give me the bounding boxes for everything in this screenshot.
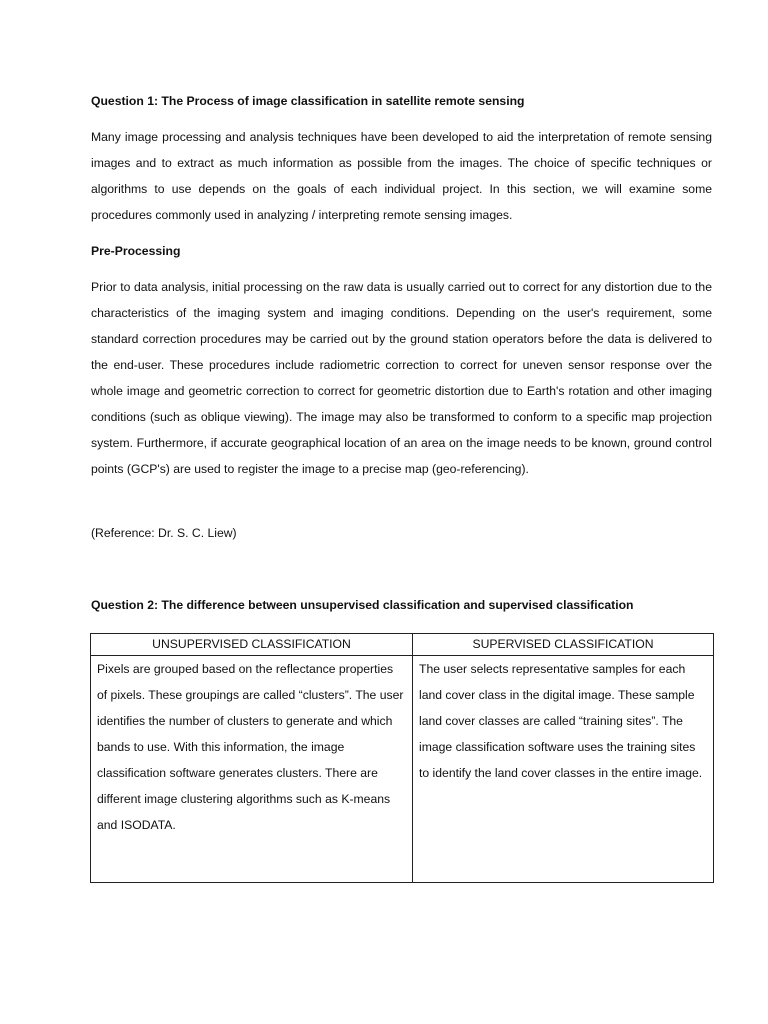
table-header-row [91, 634, 714, 656]
reference-note: (Reference: Dr. S. C. Liew) [91, 526, 237, 540]
intro-paragraph: Many image processing and analysis techniques have been developed to aid the interpretation of remote sensing images and to extract as much information as possible from the images. The choice of specific techniques or algorithms to use depends on the goals of each individual project. In this section, we will examine some procedures commonly used in analyzing / interpreting remote sensing images. [91, 130, 712, 222]
pre-processing-paragraph: Prior to data analysis, initial processing on the raw data is usually carried out to correct for any distortion due to the characteristics of the imaging system and imaging conditions. Depending on the user's requirement, some standard correction procedures may be carried out by the ground station operators before the data is delivered to the end-user. These procedures include radiometric correction to correct for uneven sensor response over the whole image and geometric correction to correct for geometric distortion due to Earth's rotation and other imaging conditions (such as oblique viewing). The image may also be transformed to conform to a specific map projection system. Furthermore, if accurate geographical location of an area on the image needs to be known, ground control points (GCP's) are used to register the image to a precise map (geo-referencing). [91, 280, 712, 476]
supervised-header: SUPERVISED CLASSIFICATION [413, 634, 714, 656]
pre-processing-heading: Pre-Processing [91, 244, 181, 258]
classification-comparison-table [90, 633, 714, 883]
question-1-title: Question 1: The Process of image classification in satellite remote sensing [91, 94, 525, 108]
table-row [91, 656, 714, 883]
unsupervised-header: UNSUPERVISED CLASSIFICATION [91, 634, 413, 656]
supervised-description: The user selects representative samples for each land cover class in the digital image. These sample land cover classes are called “training sites”. The image classification software uses the training sites to identify the land cover classes in the entire image. [413, 656, 714, 883]
question-2-title: Question 2: The difference between unsupervised classification and supervised classification [91, 598, 634, 612]
unsupervised-description: Pixels are grouped based on the reflectance properties of pixels. These groupings are called “clusters”. The user identifies the number of clusters to generate and which bands to use. With this information, the image classification software generates clusters. There are different image clustering algorithms such as K-means and ISODATA. [91, 656, 413, 883]
